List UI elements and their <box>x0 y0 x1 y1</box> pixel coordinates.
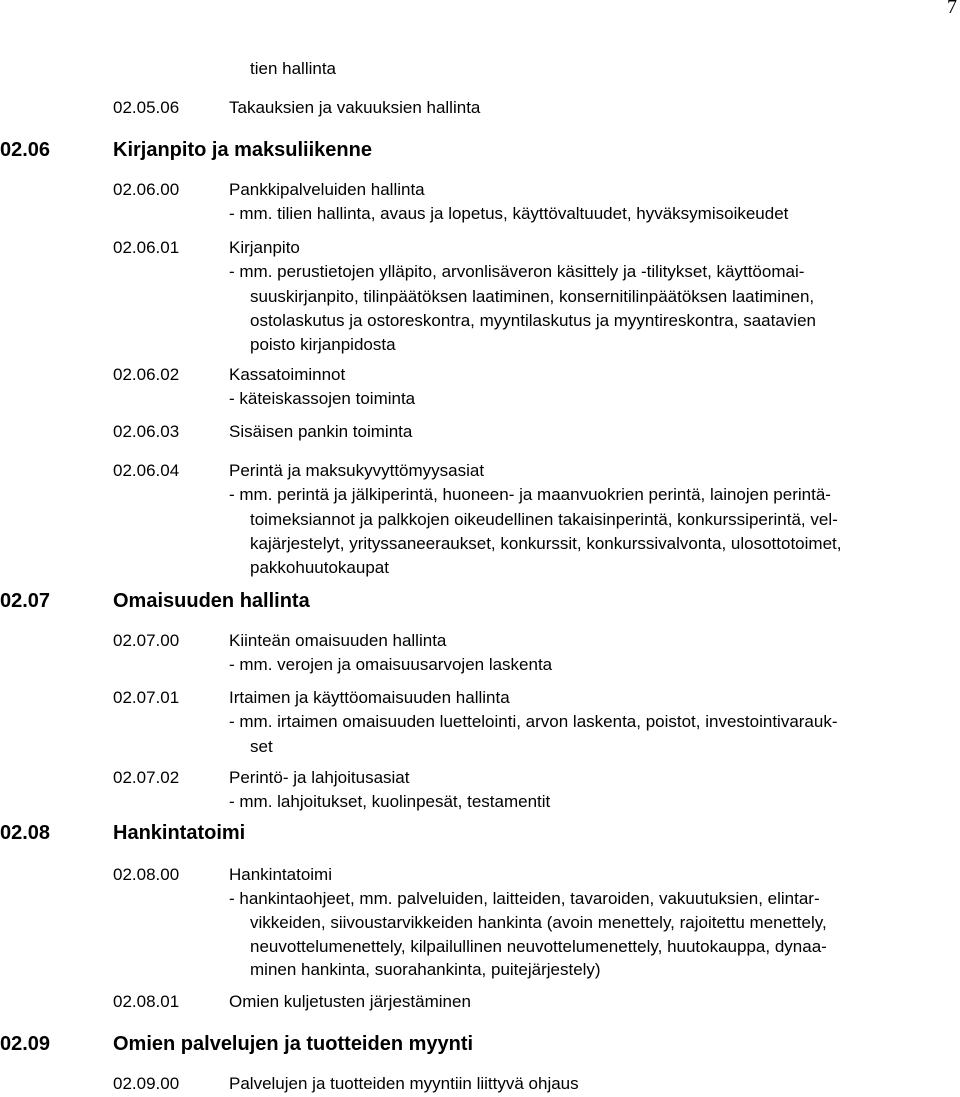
section-code: 02.06 <box>0 139 51 161</box>
item-code: 02.06.01 <box>113 238 180 257</box>
section-title: Kirjanpito ja maksuliikenne <box>113 139 372 161</box>
item-code: 02.06.00 <box>113 180 180 199</box>
item-description: - mm. perintä ja jälkiperintä, huoneen- ja maanvuokrien perintä, lainojen perintä- <box>229 485 831 504</box>
item-description: pakkohuutokaupat <box>250 558 389 577</box>
item-description: vikkeiden, siivoustarvikkeiden hankinta (avoin menettely, rajoitettu menettely, <box>250 913 827 932</box>
item-title: Kirjanpito <box>229 238 300 257</box>
item-title: Omien kuljetusten järjestäminen <box>229 992 471 1011</box>
item-description: set <box>250 737 273 756</box>
item-description: neuvottelumenettely, kilpailullinen neuvottelumenettely, huutokauppa, dynaa- <box>250 937 827 956</box>
section-title: Omien palvelujen ja tuotteiden myynti <box>113 1033 474 1055</box>
page-number: 7 <box>947 0 957 18</box>
item-title: Takauksien ja vakuuksien hallinta <box>229 98 481 117</box>
item-code: 02.06.02 <box>113 365 180 384</box>
item-title: Irtaimen ja käyttöomaisuuden hallinta <box>229 688 510 707</box>
item-code: 02.08.00 <box>113 865 180 884</box>
section-code: 02.09 <box>0 1033 51 1055</box>
item-code: 02.06.04 <box>113 461 180 480</box>
item-description: kajärjestelyt, yrityssaneeraukset, konkurssit, konkurssivalvonta, ulosottotoimet, <box>250 534 842 553</box>
continued-description: tien hallinta <box>250 59 337 78</box>
item-title: Kassatoiminnot <box>229 365 346 384</box>
section-title: Omaisuuden hallinta <box>113 590 310 612</box>
item-description: - käteiskassojen toiminta <box>229 389 416 408</box>
section-code: 02.08 <box>0 822 51 844</box>
item-code: 02.06.03 <box>113 422 180 441</box>
item-title: Perintä ja maksukyvyttömyysasiat <box>229 461 485 480</box>
item-description: - mm. irtaimen omaisuuden luettelointi, arvon laskenta, poistot, investointivarauk- <box>229 712 838 731</box>
item-description: minen hankinta, suorahankinta, puitejärjestely) <box>250 960 601 979</box>
item-title: Hankintatoimi <box>229 865 332 884</box>
item-description: poisto kirjanpidosta <box>250 335 396 354</box>
item-title: Sisäisen pankin toiminta <box>229 422 413 441</box>
item-description: - mm. verojen ja omaisuusarvojen laskenta <box>229 655 553 674</box>
item-title: Palvelujen ja tuotteiden myyntiin liittyvä ohjaus <box>229 1074 579 1093</box>
item-code: 02.08.01 <box>113 992 180 1011</box>
item-code: 02.07.00 <box>113 631 180 650</box>
item-code: 02.05.06 <box>113 98 180 117</box>
item-description: - hankintaohjeet, mm. palveluiden, laitteiden, tavaroiden, vakuutuksien, elintar- <box>229 889 820 908</box>
item-code: 02.07.01 <box>113 688 180 707</box>
item-code: 02.07.02 <box>113 768 180 787</box>
section-code: 02.07 <box>0 590 51 612</box>
item-description: toimeksiannot ja palkkojen oikeudellinen takaisinperintä, konkurssiperintä, vel- <box>250 510 838 529</box>
item-description: - mm. tilien hallinta, avaus ja lopetus, käyttövaltuudet, hyväksymisoikeudet <box>229 204 789 223</box>
item-title: Pankkipalveluiden hallinta <box>229 180 425 199</box>
item-description: suuskirjanpito, tilinpäätöksen laatiminen, konsernitilinpäätöksen laatiminen, <box>250 287 815 306</box>
item-description: - mm. lahjoitukset, kuolinpesät, testamentit <box>229 792 551 811</box>
item-title: Perintö- ja lahjoitusasiat <box>229 768 410 787</box>
section-title: Hankintatoimi <box>113 822 246 844</box>
item-title: Kiinteän omaisuuden hallinta <box>229 631 447 650</box>
item-description: ostolaskutus ja ostoreskontra, myyntilaskutus ja myyntireskontra, saatavien <box>250 311 816 330</box>
item-code: 02.09.00 <box>113 1074 180 1093</box>
item-description: - mm. perustietojen ylläpito, arvonlisäveron käsittely ja -tilitykset, käyttöomai- <box>229 262 805 281</box>
